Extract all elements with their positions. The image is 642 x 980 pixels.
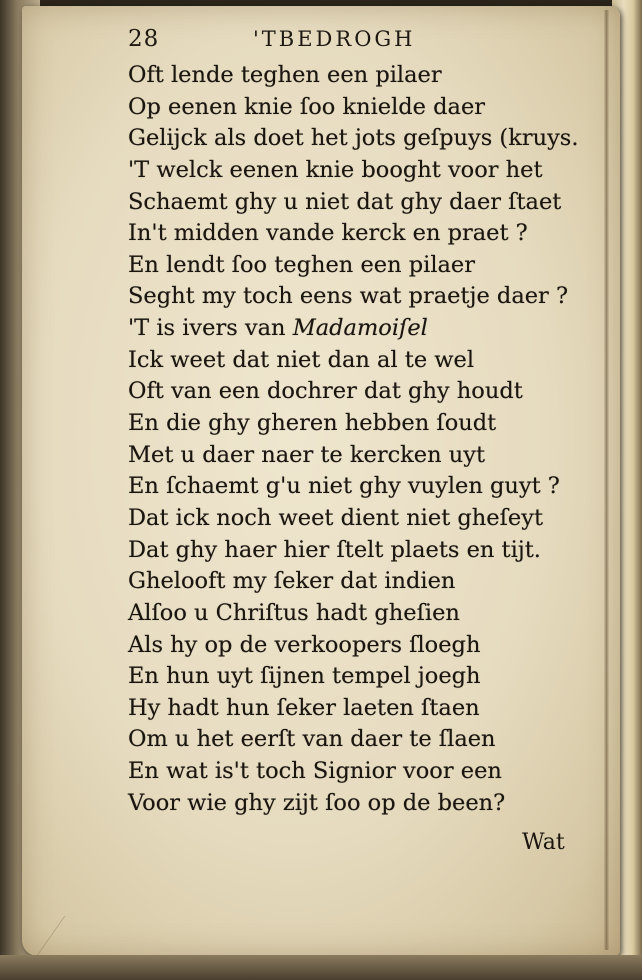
page-number: 28 <box>128 26 160 52</box>
verse-line: Seght my toch eens wat praetje daer ? <box>128 283 569 310</box>
page-bottom-edge <box>0 955 642 980</box>
corner-fold <box>36 916 136 957</box>
verse-line: In't midden vande kerck en praet ? <box>128 220 528 247</box>
verse-line: Hy hadt hun ſeker laeten ſtaen <box>128 694 480 721</box>
verse-line: Als hy op de verkoopers ſloegh <box>128 631 481 658</box>
running-title: 'TBEDROGH <box>253 27 416 51</box>
verse-line: Om u het eerſt van daer te ſlaen <box>128 726 496 753</box>
verse-line: Dat ick noch weet dient niet gheſeyt <box>128 504 543 531</box>
verse-line: En lendt ſoo teghen een pilaer <box>128 251 476 278</box>
verse-line: En die ghy gheren hebben ſoudt <box>128 410 497 437</box>
verse-line: Ghelooft my ſeker dat indien <box>128 568 456 595</box>
running-head <box>128 26 568 58</box>
verse-line-with-name <box>128 313 588 345</box>
verse-text <box>128 60 588 819</box>
page-gutter <box>604 10 609 950</box>
verse-line: Schaemt ghy u niet dat ghy daer ſtaet <box>128 188 562 215</box>
verse-line: En hun uyt ſijnen tempel joegh <box>128 663 481 690</box>
verse-line: 'T welck eenen knie booght voor het <box>128 156 543 183</box>
verse-line: En ſchaemt g'u niet ghy vuylen guyt ? <box>128 473 560 500</box>
verse-line: Op eenen knie ſoo knielde daer <box>128 93 486 120</box>
verse-line: En wat is't toch Signior voor een <box>128 758 502 785</box>
italic-name: Madamoiſel <box>292 315 428 342</box>
verse-line: Oft lende teghen een pilaer <box>128 62 442 88</box>
verse-line: Met u daer naer te kercken uyt <box>128 441 486 468</box>
verse-line: Ick weet dat niet dan al te wel <box>128 346 475 373</box>
catchword: Wat <box>522 830 565 855</box>
verse-line: Gelijck als doet het jots geſpuys (kruys. <box>128 125 579 152</box>
verse-line-prefix: 'T is ivers van <box>128 315 293 342</box>
verse-line: Oft van een dochrer dat ghy houdt <box>128 378 523 405</box>
verse-line: Alſoo u Chriſtus hadt gheſien <box>128 599 460 626</box>
verse-line: Voor wie ghy zijt ſoo op de been? <box>128 789 506 816</box>
verse-line: Dat ghy haer hier ſtelt plaets en tijt. <box>128 536 541 563</box>
